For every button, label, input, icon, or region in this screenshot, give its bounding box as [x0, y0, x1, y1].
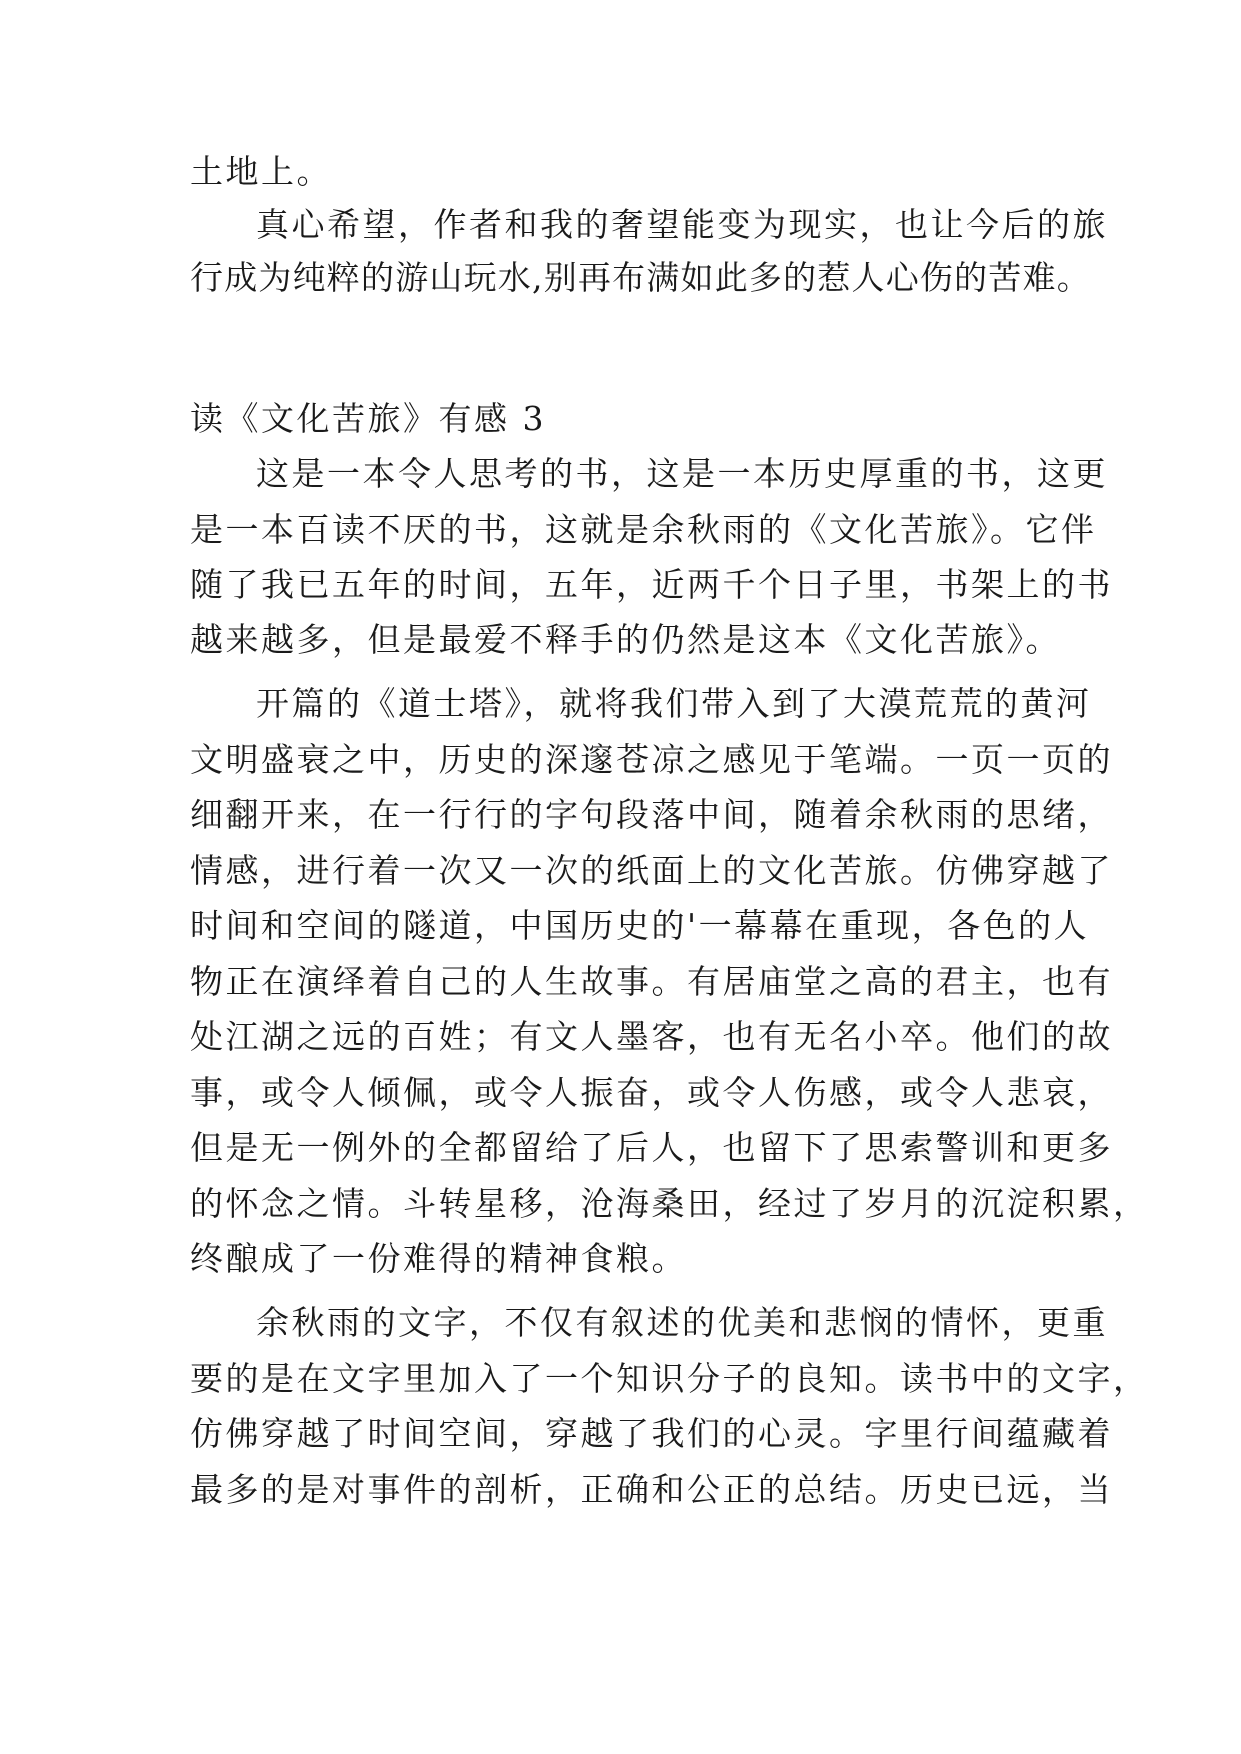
text-line: 真心希望，作者和我的奢望能变为现实，也让今后的旅 [256, 205, 1108, 244]
text-line: 最多的是对事件的剖析，正确和公正的总结。历史已远，当 [190, 1470, 1113, 1509]
text-line: 开篇的《道士塔》，就将我们带入到了大漠荒荒的黄河 [256, 684, 1092, 723]
text-line: 文明盛衰之中，历史的深邃苍凉之感见于笔端。一页一页的 [190, 740, 1113, 779]
text-line: 土地上。 [190, 152, 332, 191]
text-line: 事，或令人倾佩，或令人振奋，或令人伤感，或令人悲哀， [190, 1073, 1113, 1112]
text-line: 这是一本令人思考的书，这是一本历史厚重的书，这更 [256, 454, 1108, 493]
text-line: 物正在演绎着自己的人生故事。有居庙堂之高的君主，也有 [190, 962, 1113, 1001]
text-line: 处江湖之远的百姓；有文人墨客，也有无名小卒。他们的故 [190, 1017, 1113, 1056]
text-line: 但是无一例外的全都留给了后人，也留下了思索警训和更多 [190, 1128, 1113, 1167]
text-line: 行成为纯粹的游山玩水,别再布满如此多的惹人心伤的苦难。 [190, 258, 1091, 297]
text-line: 细翻开来，在一行行的字句段落中间，随着余秋雨的思绪， [190, 795, 1113, 834]
text-line: 终酿成了一份难得的精神食粮。 [190, 1239, 687, 1278]
text-line: 余秋雨的文字，不仅有叙述的优美和悲悯的情怀，更重 [256, 1303, 1108, 1342]
text-line: 的怀念之情。斗转星移，沧海桑田，经过了岁月的沉淀积累， [190, 1184, 1149, 1223]
text-line: 随了我已五年的时间，五年，近两千个日子里，书架上的书 [190, 565, 1113, 604]
section-heading: 读《文化苦旅》有感 3 [190, 399, 546, 438]
text-line: 仿佛穿越了时间空间，穿越了我们的心灵。字里行间蕴藏着 [190, 1414, 1113, 1453]
text-line: 越来越多，但是最爱不释手的仍然是这本《文化苦旅》。 [190, 620, 1061, 659]
text-line: 情感，进行着一次又一次的纸面上的文化苦旅。仿佛穿越了 [190, 851, 1113, 890]
text-line: 是一本百读不厌的书，这就是余秋雨的《文化苦旅》。它伴 [190, 510, 1097, 549]
text-line: 要的是在文字里加入了一个知识分子的良知。读书中的文字， [190, 1359, 1149, 1398]
text-line: 时间和空间的隧道，中国历史的'一幕幕在重现，各色的人 [190, 906, 1090, 945]
